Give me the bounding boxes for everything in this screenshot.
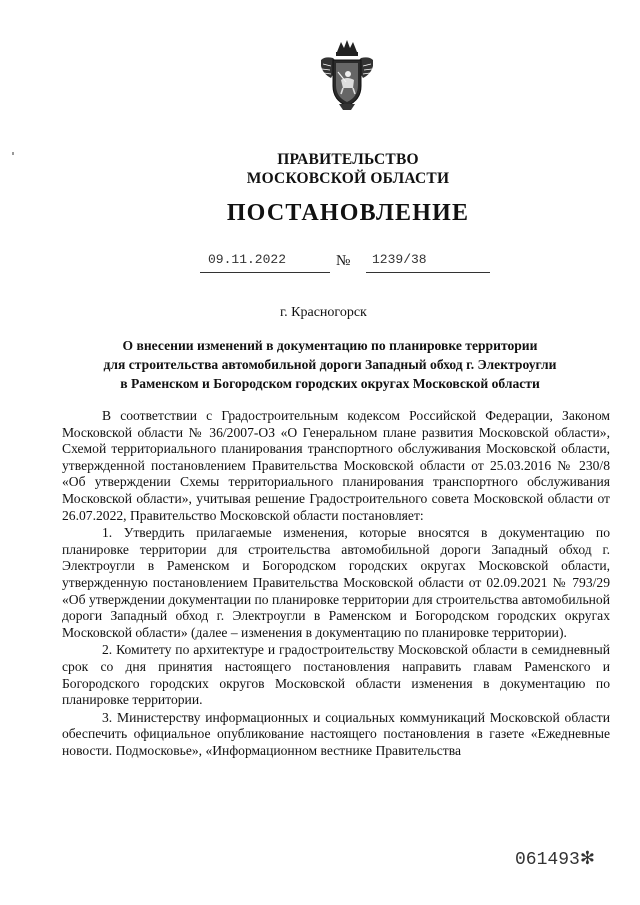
subject-line-1: О внесении изменений в документацию по планировке территории — [122, 338, 538, 353]
document-number: 1239/38 — [372, 252, 427, 267]
serial-star-icon: ✻ — [579, 848, 595, 869]
subject-line-2: для строительства автомобильной дороги Западный обход г. Электроугли — [103, 357, 557, 372]
document-type-title: ПОСТАНОВЛЕНИЕ — [226, 200, 470, 226]
subject-line-3: в Раменском и Богородском городских округах Московской области — [120, 376, 540, 391]
date-field — [200, 250, 330, 273]
serial-number: 061493 — [515, 850, 580, 870]
preamble-paragraph: В соответствии с Градостроительным кодексом Российской Федерации, Законом Московской области № 36/2007-ОЗ «О Генеральном плане развития Московской области», Схемой территориального планирования транспортного обслуживания Московской области, утвержденной постановлением Правительства Московской области от 25.03.2016 № 230/8 «Об утверждении Схемы территориального планирования транспортного обслуживания Московской области», учитывая решение Градостроительного совета Московской области от 26.07.2022, Правительство Московской области постановляет: — [62, 408, 610, 523]
issuer-line-2: МОСКОВСКОЙ ОБЛАСТИ — [246, 170, 450, 187]
issuer-name — [200, 150, 496, 188]
document-subject — [90, 336, 570, 393]
issuer-line-1: ПРАВИТЕЛЬСТВО — [277, 151, 419, 168]
number-sign: № — [336, 253, 351, 269]
place-of-issue: г. Красногорск — [280, 305, 367, 320]
item-3-paragraph: 3. Министерству информационных и социальных коммуникаций Московской области обеспечить официальное опубликование настоящего постановления в газете «Ежедневные новости. Подмосковье», «Информационном вестнике Правительства — [62, 709, 610, 758]
document-date: 09.11.2022 — [208, 252, 287, 267]
form-serial-number — [515, 848, 625, 872]
document-body — [62, 408, 610, 759]
scan-speck — [12, 152, 14, 155]
item-1-paragraph: 1. Утвердить прилагаемые изменения, которые вносятся в документацию по планировке территории для строительства автомобильной дороги Западный обход г. Электроугли в Раменском и Богородском городских округах Московской области, утвержденную постановлением Правительства Московской области от 02.09.2021 № 793/29 «Об утверждении документации по планировке территории для строительства автомобильной дороги Западный обход г. Электроугли в Раменском и Богородском городских округах Московской области» (далее – изменения в документацию по планировке территории). — [62, 525, 610, 640]
number-field — [366, 250, 490, 273]
coat-of-arms-icon — [317, 38, 377, 112]
item-2-paragraph: 2. Комитету по архитектуре и градостроительству Московской области в семидневный срок со дня принятия настоящего постановления направить главам Раменского и Богородского городских округов Московской области изменения в документацию по планировке территории. — [62, 642, 610, 708]
